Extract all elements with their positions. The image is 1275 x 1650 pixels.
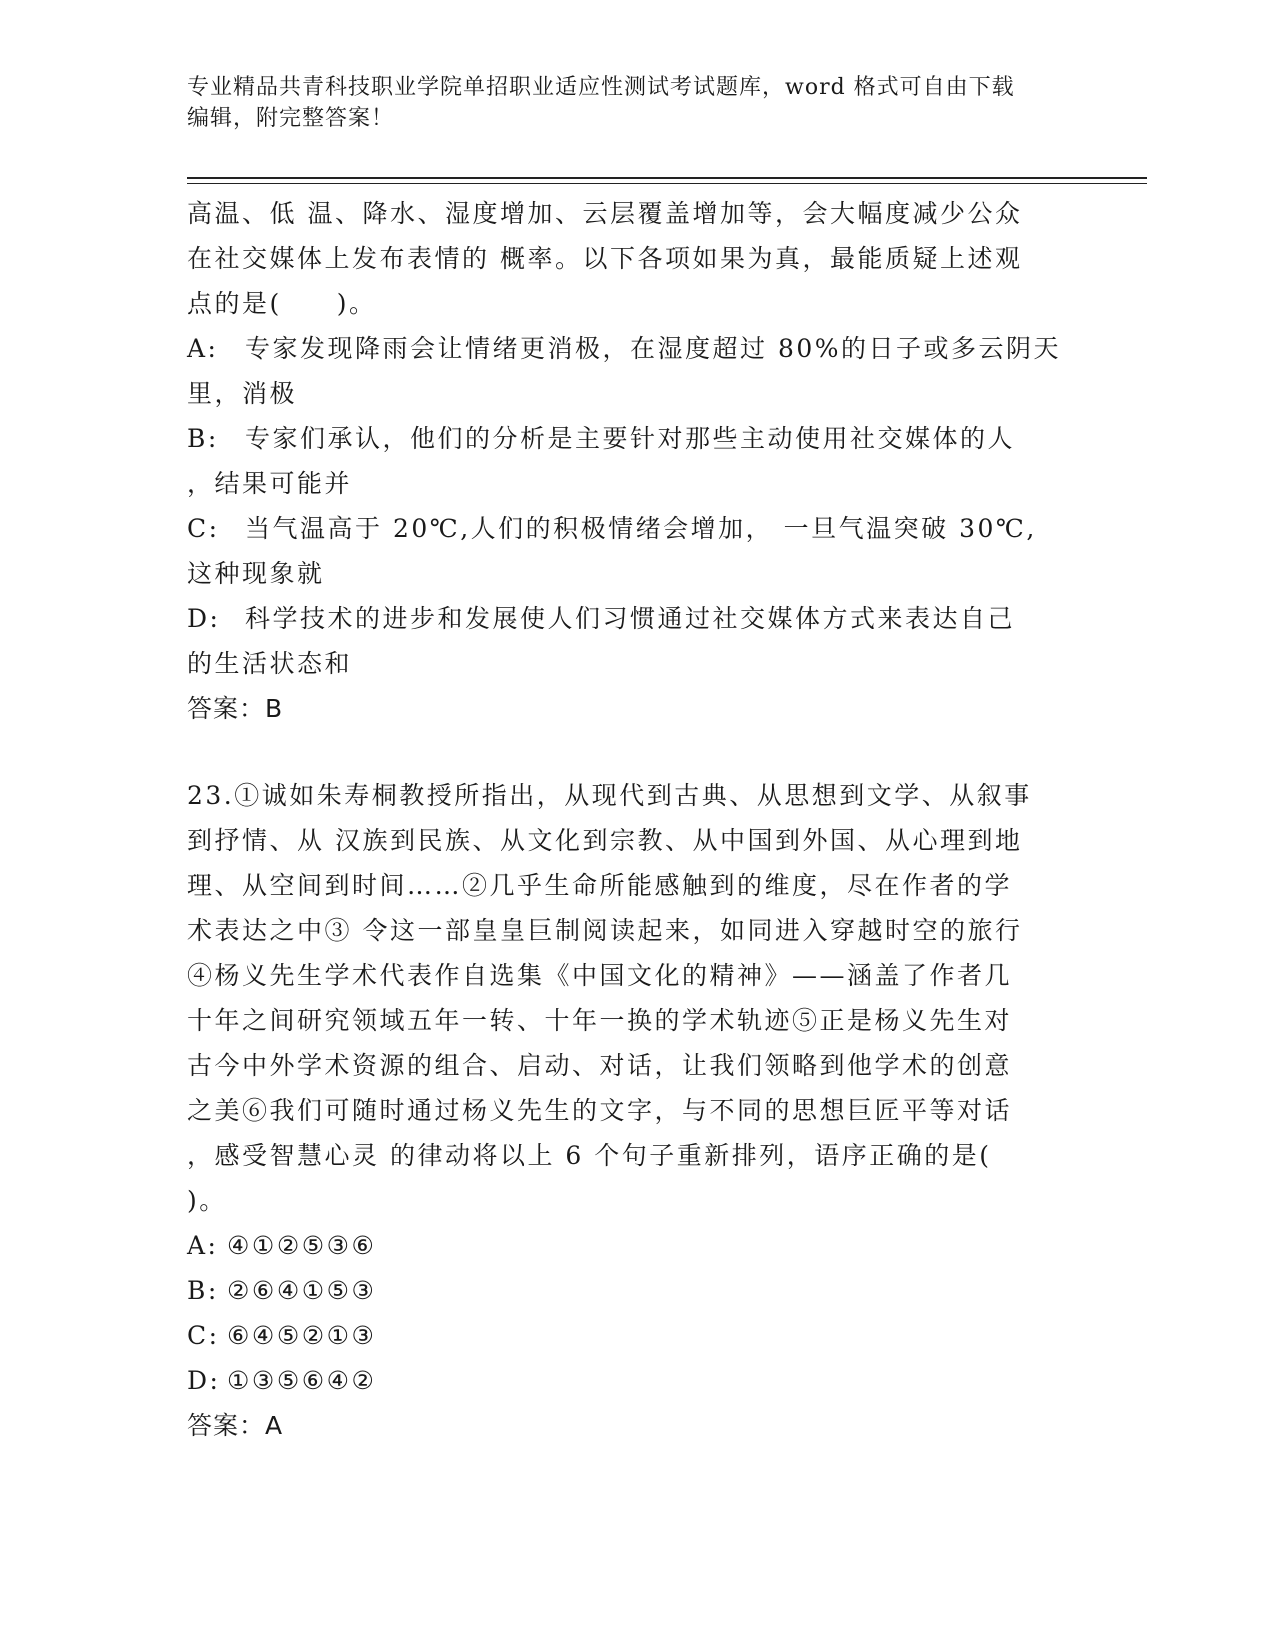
option-text: ⑥④⑤②①③ xyxy=(227,1321,377,1350)
question-stem-line: 在社交媒体上发布表情的 概率。以下各项如果为真，最能质疑上述观 xyxy=(187,244,1023,273)
option-letter: C: xyxy=(187,1321,220,1350)
question-stem-line: ④杨义先生学术代表作自选集《中国文化的精神》——涵盖了作者几 xyxy=(187,961,1013,990)
question-stem-line: 到抒情、从 汉族到民族、从文化到宗教、从中国到外国、从心理到地 xyxy=(187,826,1023,855)
option-text: 专家们承认，他们的分析是主要针对那些主动使用社交媒体的人 xyxy=(245,424,1016,453)
option-text: 里，消极 xyxy=(187,379,298,408)
option-d xyxy=(187,1358,1087,1403)
question-22 xyxy=(187,191,1087,731)
option-text: 专家发现降雨会让情绪更消极，在湿度超过 80%的日子或多云阴天 xyxy=(245,334,1062,363)
question-stem-line: 古今中外学术资源的组合、启动、对话，让我们领略到他学术的创意 xyxy=(187,1051,1013,1080)
option-b xyxy=(187,1268,1087,1313)
question-stem-line: )。 xyxy=(187,1186,227,1215)
option-text: 的生活状态和 xyxy=(187,649,353,678)
option-letter: D: xyxy=(187,604,221,633)
option-a xyxy=(187,1223,1087,1268)
question-stem-line: 之美⑥我们可随时通过杨义先生的文字，与不同的思想巨匠平等对话 xyxy=(187,1096,1013,1125)
question-stem-line: 高温、低 温、降水、湿度增加、云层覆盖增加等，会大幅度减少公众 xyxy=(187,199,1023,228)
option-text: 科学技术的进步和发展使人们习惯通过社交媒体方式来表达自己 xyxy=(245,604,1016,633)
page-header xyxy=(187,72,1067,134)
option-d xyxy=(187,596,1087,686)
option-letter: C: xyxy=(187,514,220,543)
option-c xyxy=(187,506,1087,596)
document-body xyxy=(187,191,1087,1448)
header-rule-thin xyxy=(187,183,1147,184)
option-text: ，结果可能并 xyxy=(187,469,353,498)
option-letter: B: xyxy=(187,424,219,453)
option-text: ②⑥④①⑤③ xyxy=(227,1276,377,1305)
option-letter: A: xyxy=(187,1231,219,1260)
header-rule-thick xyxy=(187,177,1147,179)
question-stem-line: 十年之间研究领域五年一转、十年一换的学术轨迹⑤正是杨义先生对 xyxy=(187,1006,1013,1035)
option-letter: D: xyxy=(187,1366,221,1395)
option-text: 当气温高于 20℃,人们的积极情绪会增加， 一旦气温突破 30℃, xyxy=(245,514,1037,543)
question-stem-line: 理、从空间到时间……②几乎生命所能感触到的维度，尽在作者的学 xyxy=(187,871,1013,900)
option-text: ④①②⑤③⑥ xyxy=(227,1231,377,1260)
question-stem-line: 23.①诚如朱寿桐教授所指出，从现代到古典、从思想到文学、从叙事 xyxy=(187,781,1032,810)
option-c xyxy=(187,1313,1087,1358)
option-letter: A: xyxy=(187,334,219,363)
question-23 xyxy=(187,773,1087,1448)
header-line-1: 专业精品共青科技职业学院单招职业适应性测试考试题库，word 格式可自由下载 xyxy=(187,75,1015,100)
answer-line: 答案：B xyxy=(187,694,284,723)
spacer xyxy=(187,731,1087,773)
option-letter: B: xyxy=(187,1276,219,1305)
question-stem-line: ，感受智慧心灵 的律动将以上 6 个句子重新排列，语序正确的是( xyxy=(187,1141,992,1170)
option-a xyxy=(187,326,1087,416)
option-text: 这种现象就 xyxy=(187,559,325,588)
question-stem-line: 术表达之中③ 令这一部皇皇巨制阅读起来，如同进入穿越时空的旅行 xyxy=(187,916,1023,945)
option-b xyxy=(187,416,1087,506)
option-text: ①③⑤⑥④② xyxy=(227,1366,377,1395)
question-stem-line: 点的是( )。 xyxy=(187,289,377,318)
header-line-2: 编辑，附完整答案！ xyxy=(187,106,395,131)
answer-line: 答案：A xyxy=(187,1411,284,1440)
